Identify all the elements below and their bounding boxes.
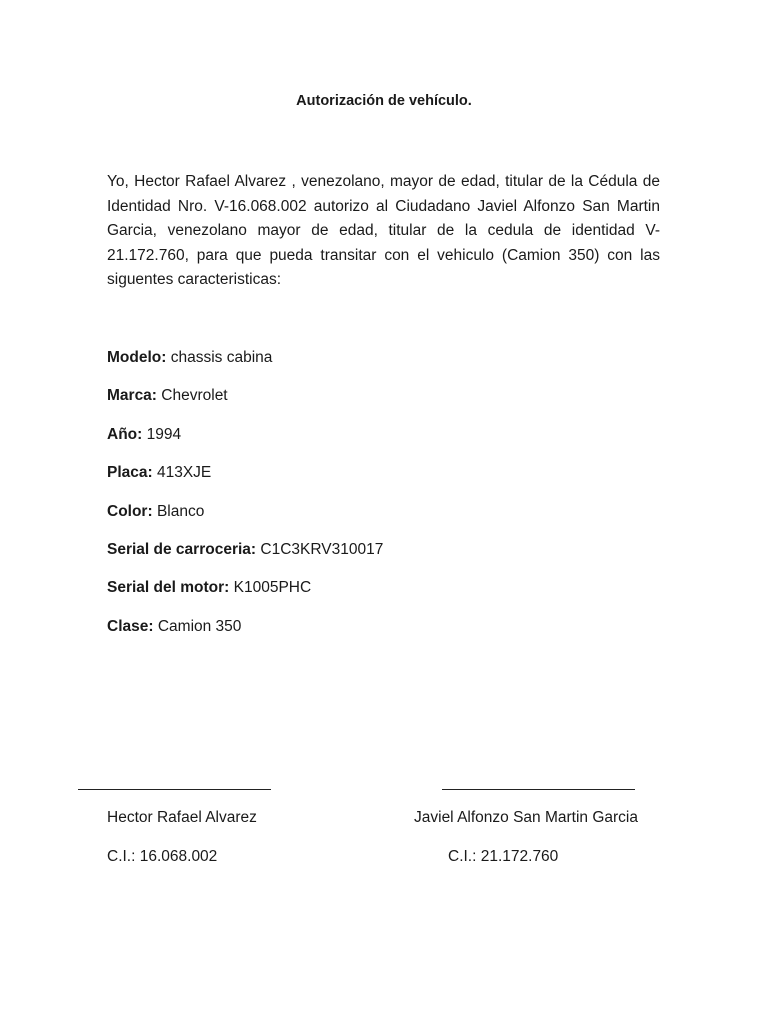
field-serial-carroceria [107, 540, 383, 578]
field-value: 1994 [146, 425, 182, 443]
field-ano [107, 425, 383, 463]
field-marca [107, 386, 383, 424]
signer-name-right: Javiel Alfonzo San Martin Garcia [414, 809, 638, 826]
field-value: chassis cabina [170, 349, 273, 366]
field-label: Clase: [107, 617, 154, 635]
field-value: Chevrolet [161, 387, 228, 405]
field-label: Modelo: [107, 349, 167, 366]
field-color [107, 502, 383, 540]
vehicle-details-list [107, 348, 383, 655]
field-label: Marca: [107, 387, 157, 405]
signer-ci-left: C.I.: 16.068.002 [107, 848, 218, 865]
signer-ci-right: C.I.: 21.172.760 [448, 848, 559, 865]
field-serial-motor [107, 578, 383, 616]
field-placa [107, 463, 383, 501]
signature-line-left [78, 789, 271, 790]
field-label: Año: [107, 425, 143, 443]
document-title: Autorización de vehículo. [296, 93, 472, 109]
authorization-paragraph: Yo, Hector Rafael Alvarez , venezolano, mayor de edad, titular de la Cédula de Identidad Nro. V-16.068.002 autorizo al Ciudadano Javiel Alfonzo San Martin Garcia, venezolano mayor de edad, titular de la cedula de identidad V-21.172.760, para que pueda transitar con el vehiculo (Camion 350) con las siguentes caracteristicas: [107, 173, 660, 288]
field-value: C1C3KRV310017 [260, 540, 384, 558]
field-clase [107, 617, 383, 655]
field-value: Camion 350 [157, 617, 242, 635]
field-value: K1005PHC [233, 579, 312, 597]
field-value: Blanco [156, 502, 205, 520]
field-value: 413XJE [156, 464, 212, 482]
field-modelo [107, 348, 383, 386]
signature-line-right [442, 789, 635, 790]
field-label: Color: [107, 502, 153, 520]
field-label: Placa: [107, 464, 153, 482]
field-label: Serial de carroceria: [107, 540, 257, 558]
signer-name-left: Hector Rafael Alvarez [107, 809, 257, 826]
field-label: Serial del motor: [107, 579, 230, 597]
